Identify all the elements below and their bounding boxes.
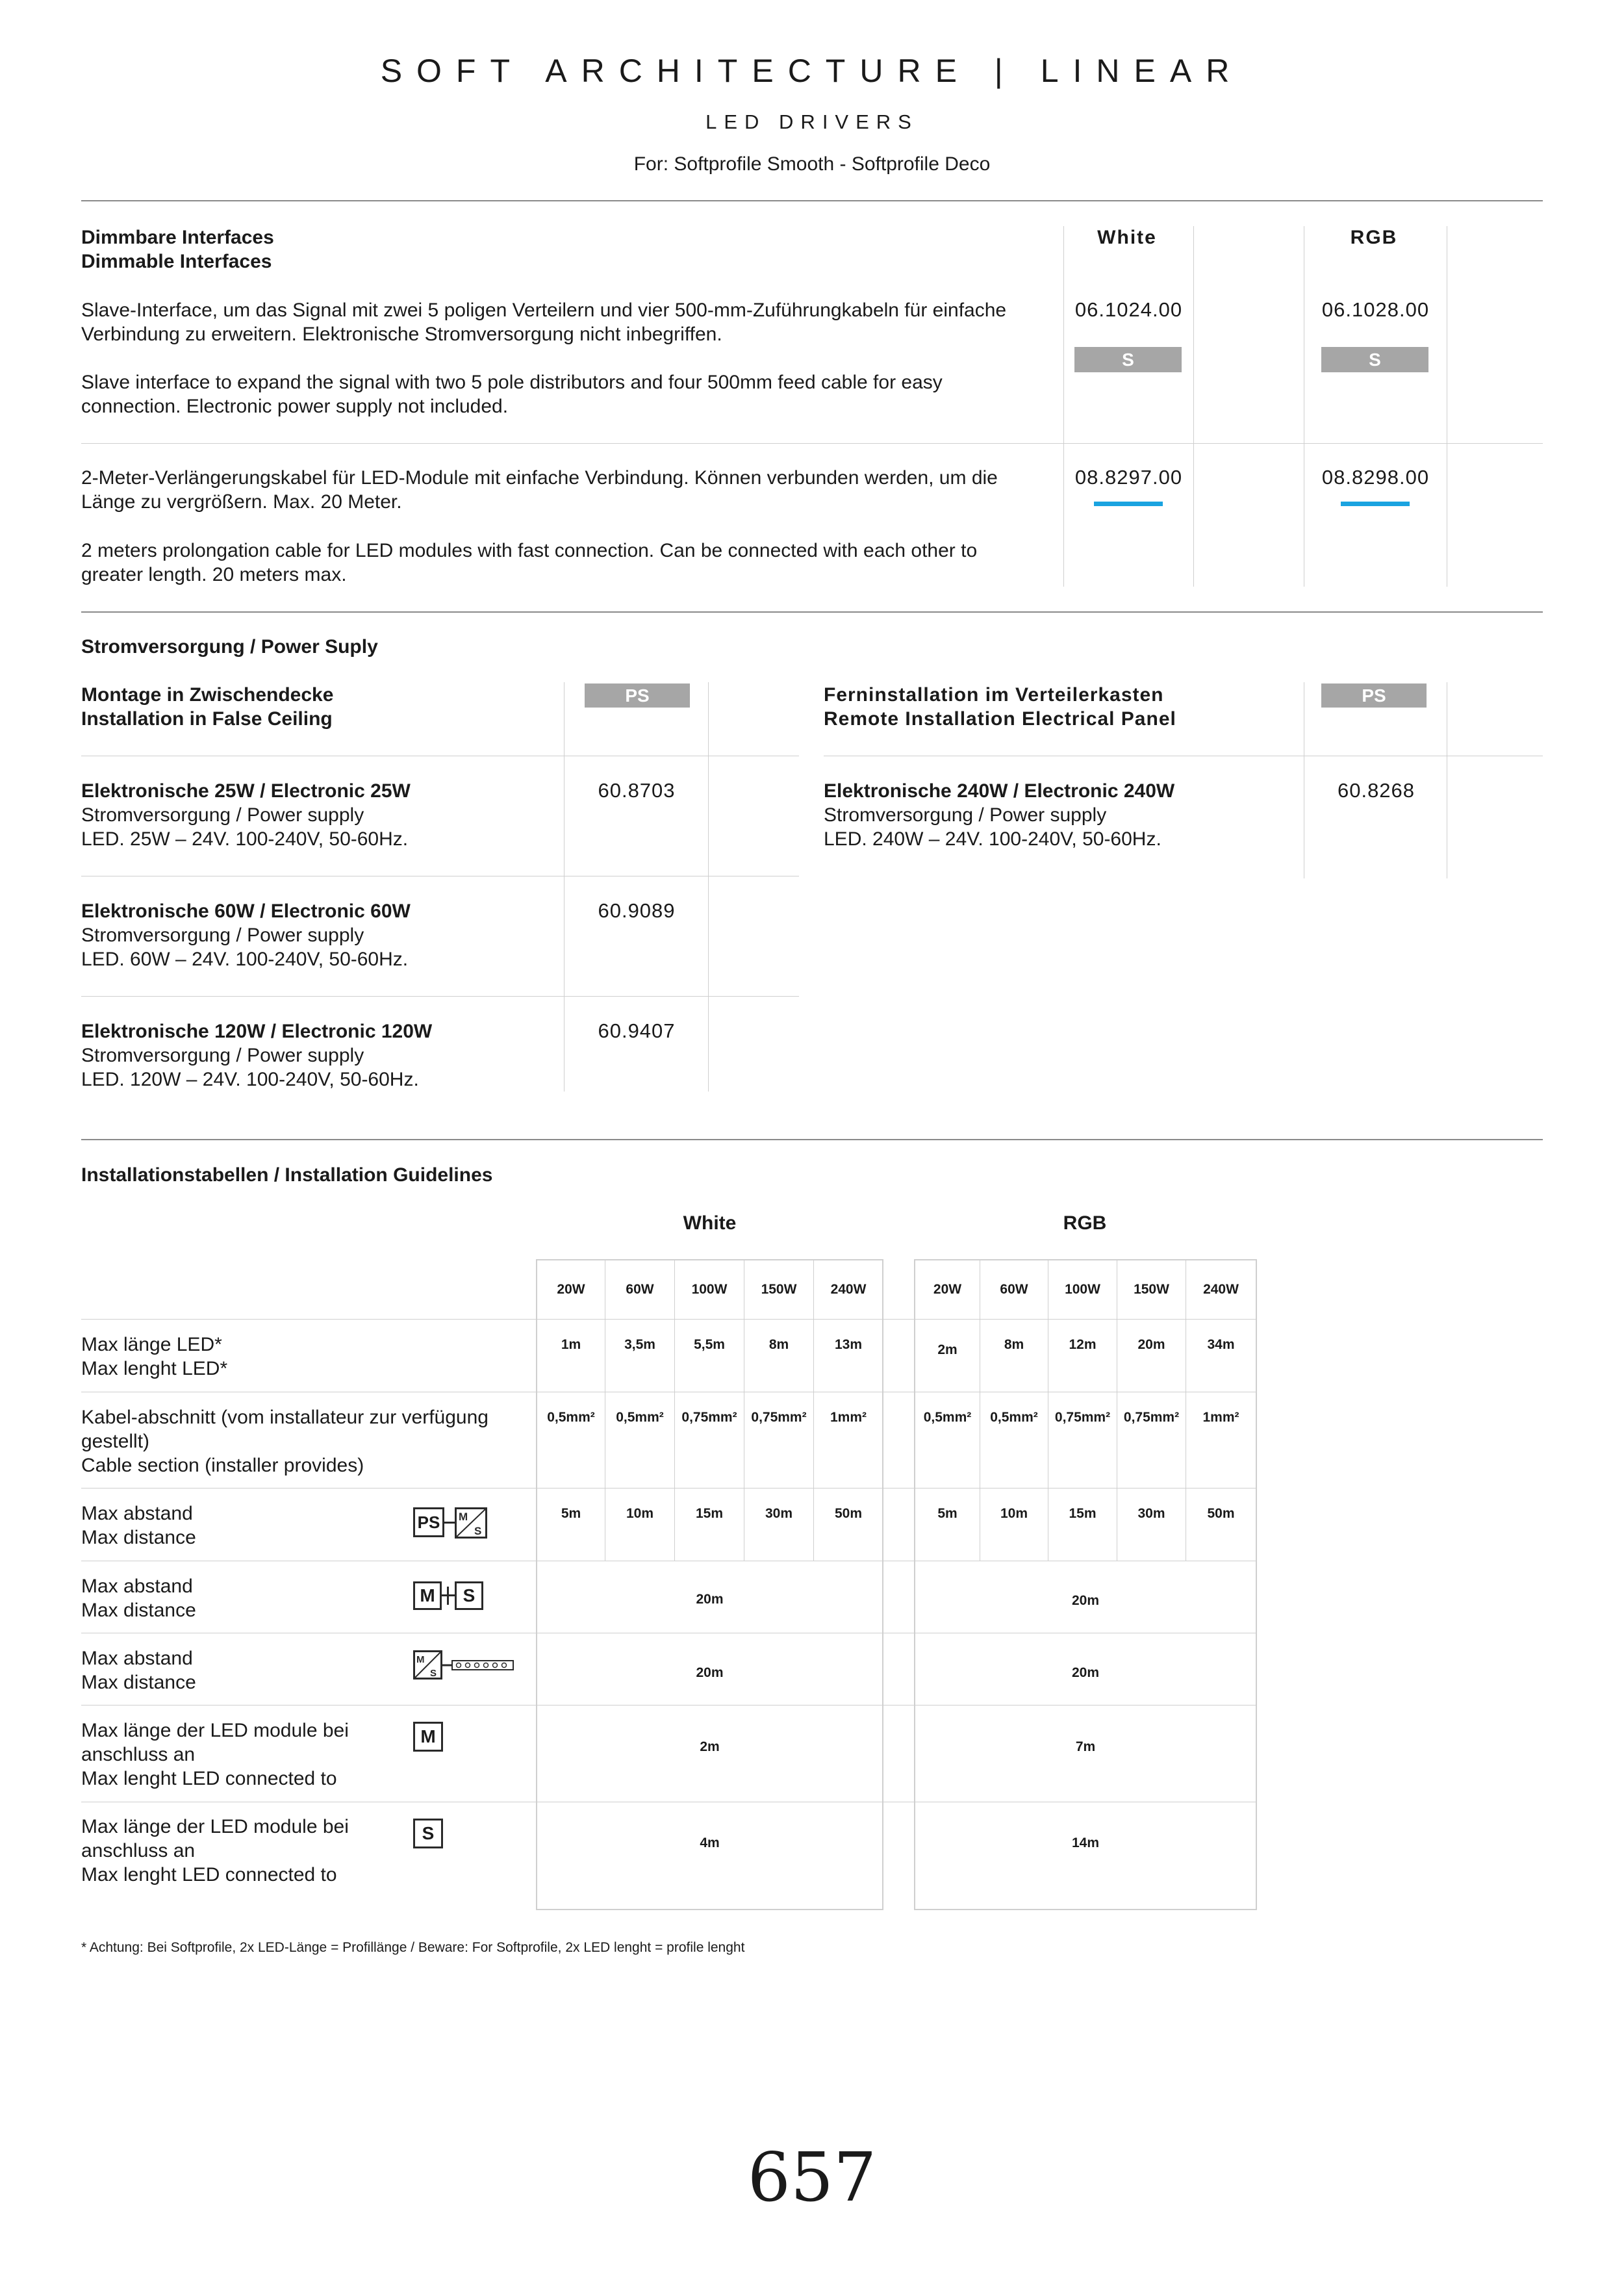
table-cell: 13m [834,1337,863,1352]
psu-120w-spec: LED. 120W – 24V. 100-240V, 50-60Hz. [81,1069,419,1090]
item1-desc-en-1: Slave interface to expand the signal with two 5 pole distributors and four 500mm feed cable for easy [81,372,943,393]
psu-240w-code: 60.8268 [1337,779,1415,802]
psu-60w-code: 60.9089 [598,899,676,922]
divider [1063,226,1064,587]
slave-badge-white: S [1074,347,1182,372]
interfaces-heading-de: Dimmbare Interfaces [81,227,274,248]
divider [564,682,565,1092]
master-box: M [413,1581,442,1610]
row-distance-ms-label-de: Max abstand [81,1576,193,1597]
divider [81,996,799,997]
item2-code-white: 08.8297.00 [1074,466,1183,489]
psu-25w-spec: LED. 25W – 24V. 100-240V, 50-60Hz. [81,828,409,850]
item1-desc-en-2: connection. Electronic power supply not included. [81,396,509,417]
slave-box: S [455,1581,483,1610]
item1-desc-de-2: Verbindung zu erweitern. Elektronische Stromversorgung nicht inbegriffen. [81,324,722,345]
row-distance-ms-label-en: Max distance [81,1600,196,1621]
item2-desc-de-1: 2-Meter-Verlängerungskabel für LED-Module mit einfache Verbindung. Können verbunden werden, um die [81,467,998,489]
table-cell: 8m [1004,1337,1024,1352]
white-watt-100w: 100W [691,1282,728,1297]
psu-25w-type: Stromversorgung / Power supply [81,804,364,826]
psu-120w-code: 60.9407 [598,1019,676,1042]
table-cell: 15m [695,1506,724,1521]
cable-accent-rgb [1341,502,1410,506]
table-cell: 0,75mm² [1054,1410,1111,1425]
psu-25w-title: Elektronische 25W / Electronic 25W [81,780,411,802]
item2-desc-en-2: greater length. 20 meters max. [81,564,347,585]
table-cell: 30m [765,1506,793,1521]
item2-code-rgb: 08.8298.00 [1321,466,1430,489]
table-cell: 0,75mm² [681,1410,737,1425]
table-cell: 1mm² [1202,1410,1239,1425]
item2-desc-de-2: Länge zu vergrößern. Max. 20 Meter. [81,491,402,513]
slave-badge-rgb: S [1321,347,1428,372]
connector-line [444,1522,455,1524]
table-cell: 0,75mm² [751,1410,807,1425]
table-cell: 0,5mm² [547,1410,595,1425]
footnote: * Achtung: Bei Softprofile, 2x LED-Länge = Profillänge / Beware: For Softprofile, 2x LED lenght = profile lenght [81,1940,745,1955]
row-distance-ps-label-en: Max distance [81,1527,196,1548]
column-header-white: White [1097,227,1157,248]
rgb-watt-240w: 240W [1203,1282,1239,1297]
rgb-watt-100w: 100W [1065,1282,1100,1297]
psu-240w-title: Elektronische 240W / Electronic 240W [824,780,1175,802]
module-to-led-strip-icon [413,1650,514,1680]
psu-60w-title: Elektronische 60W / Electronic 60W [81,901,411,922]
guidelines-rgb-label: RGB [1063,1212,1107,1234]
white-watt-60w: 60W [626,1282,654,1297]
rgb-merged-cell: 14m [1071,1835,1100,1850]
slave-icon: S [413,1819,443,1848]
row-master-length-label-3: Max lenght LED connected to [81,1768,337,1789]
divider [81,443,1543,444]
table-cell: 1mm² [830,1410,867,1425]
document-title: SOFT ARCHITECTURE | LINEAR [380,53,1244,89]
table-cell: 15m [1069,1506,1097,1521]
table-cell: 10m [626,1506,654,1521]
divider [81,1139,1543,1140]
ps-to-master-slave-icon [413,1507,488,1539]
row-cable-label-1: Kabel-abschnitt (vom installateur zur verfügung [81,1407,488,1428]
white-table [536,1259,883,1910]
divider [81,1705,1257,1706]
table-cell: 1m [561,1337,581,1352]
master-to-slave-icon [413,1581,488,1611]
psu-240w-spec: LED. 240W – 24V. 100-240V, 50-60Hz. [824,828,1161,850]
table-cell: 5m [561,1506,581,1521]
table-cell: 3,5m [624,1337,655,1352]
page-number: 657 [747,2138,877,2217]
divider [708,682,709,1092]
psu-240w-type: Stromversorgung / Power supply [824,804,1107,826]
white-merged-cell: 2m [700,1739,720,1754]
table-cell: 0,5mm² [923,1410,972,1425]
divider [81,611,1543,613]
interfaces-heading-en: Dimmable Interfaces [81,251,272,272]
ps-badge-right: PS [1321,683,1427,708]
power-left-heading-en: Installation in False Ceiling [81,708,333,730]
table-cell: 2m [937,1342,958,1357]
table-cell: 12m [1069,1337,1097,1352]
ps-badge-left: PS [585,683,690,708]
svg-text:S: S [474,1525,482,1537]
connector-tick [447,1587,449,1605]
rgb-watt-150w: 150W [1134,1282,1169,1297]
white-watt-240w: 240W [830,1282,867,1297]
psu-60w-spec: LED. 60W – 24V. 100-240V, 50-60Hz. [81,949,409,970]
rgb-merged-cell: 20m [1071,1593,1100,1608]
power-heading: Stromversorgung / Power Suply [81,636,378,658]
row-master-length-label-2: anschluss an [81,1744,196,1765]
item1-desc-de-1: Slave-Interface, um das Signal mit zwei 5 poligen Verteilern und vier 500-mm-Zuführungkabeln für einfache [81,300,1007,321]
white-merged-cell: 4m [700,1835,720,1850]
power-right-heading-en: Remote Installation Electrical Panel [824,708,1176,730]
svg-text:M: M [459,1511,468,1523]
rgb-merged-cell: 7m [1075,1739,1096,1754]
table-cell: 8m [768,1337,789,1352]
row-distance-ps-label-de: Max abstand [81,1503,193,1524]
divider [81,200,1543,201]
svg-text:S: S [430,1668,437,1679]
row-max-length-label-de: Max länge LED* [81,1334,222,1355]
power-left-heading-de: Montage in Zwischendecke [81,684,334,706]
table-cell: 0,5mm² [990,1410,1038,1425]
guidelines-heading: Installationstabellen / Installation Guidelines [81,1164,493,1186]
rgb-merged-cell: 20m [1071,1665,1100,1680]
table-cell: 50m [1207,1506,1235,1521]
master-icon: M [413,1722,443,1752]
table-cell: 34m [1207,1337,1235,1352]
table-cell: 5,5m [694,1337,725,1352]
row-slave-length-label-2: anschluss an [81,1840,196,1861]
rgb-watt-60w: 60W [1000,1282,1028,1297]
guidelines-white-label: White [683,1212,737,1234]
divider [81,1319,1257,1320]
row-distance-strip-label-de: Max abstand [81,1648,193,1669]
row-slave-length-label-1: Max länge der LED module bei [81,1816,349,1837]
psu-120w-type: Stromversorgung / Power supply [81,1045,364,1066]
white-watt-20w: 20W [557,1282,585,1297]
row-master-length-label-1: Max länge der LED module bei [81,1720,349,1741]
column-header-rgb: RGB [1350,227,1398,248]
white-merged-cell: 20m [696,1592,724,1607]
white-merged-cell: 20m [696,1665,724,1680]
psu-60w-type: Stromversorgung / Power supply [81,925,364,946]
power-right-heading-de: Ferninstallation im Verteilerkasten [824,684,1164,706]
rgb-watt-20w: 20W [933,1282,962,1297]
row-cable-label-3: Cable section (installer provides) [81,1455,364,1476]
master-slave-box [455,1507,487,1539]
table-cell: 50m [834,1506,863,1521]
document-subtitle: LED DRIVERS [705,110,919,133]
psu-25w-code: 60.8703 [598,779,676,802]
table-cell: 5m [937,1506,958,1521]
svg-text:M: M [416,1654,425,1665]
row-max-length-label-en: Max lenght LED* [81,1358,228,1379]
psu-120w-title: Elektronische 120W / Electronic 120W [81,1021,433,1042]
ps-box: PS [413,1507,444,1537]
table-cell: 0,5mm² [616,1410,664,1425]
row-distance-strip-label-en: Max distance [81,1672,196,1693]
row-cable-label-2: gestellt) [81,1431,150,1452]
applies-to-line: For: Softprofile Smooth - Softprofile Deco [633,153,991,175]
cable-accent-white [1094,502,1163,506]
row-slave-length-label-3: Max lenght LED connected to [81,1864,337,1885]
divider [1193,226,1194,587]
item1-code-white: 06.1024.00 [1074,298,1183,321]
item2-desc-en-1: 2 meters prolongation cable for LED modules with fast connection. Can be connected with each other to [81,540,978,561]
table-cell: 30m [1137,1506,1165,1521]
table-cell: 0,75mm² [1123,1410,1180,1425]
white-watt-150w: 150W [761,1282,797,1297]
item1-code-rgb: 06.1028.00 [1321,298,1430,321]
table-cell: 20m [1137,1337,1165,1352]
table-cell: 10m [1000,1506,1028,1521]
